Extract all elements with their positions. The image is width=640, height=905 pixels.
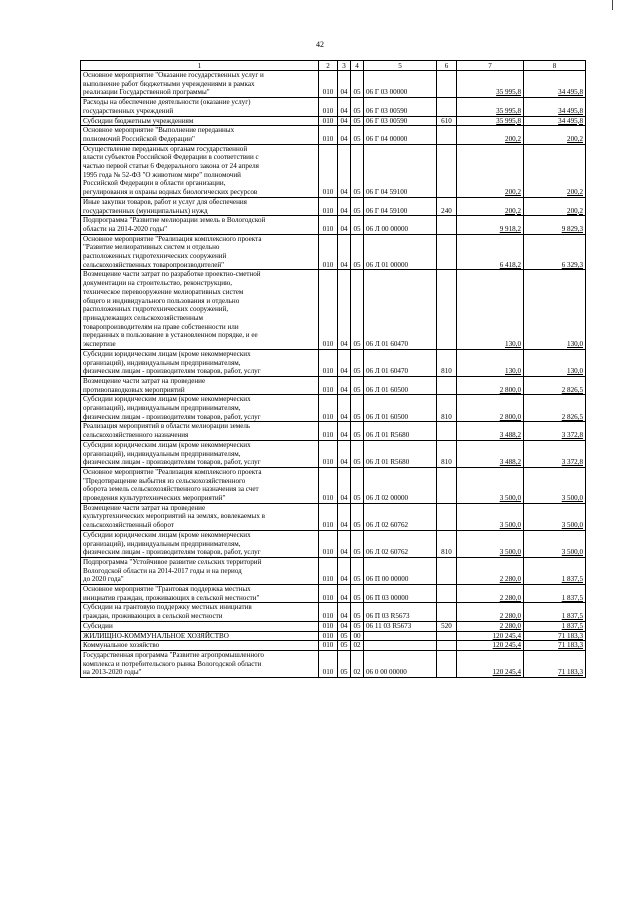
row-name-cell: Субсидии юридическим лицам (кроме некоммерческих организаций), индивидуальным предпринимателям, физическим лицам - производителям товаров, работ, услуг bbox=[81, 530, 319, 557]
row-name-cell: Государственная программа "Развитие агропромышленного комплекса и потребительского рынка Вологодской области на 2013-2020 годы" bbox=[81, 651, 319, 678]
expense-type-code-cell bbox=[437, 422, 457, 440]
amount-plan-cell bbox=[457, 98, 524, 116]
target-article-code-cell: 06 Л 01 60470 bbox=[364, 349, 437, 376]
table-row bbox=[81, 603, 586, 621]
expense-type-code-cell bbox=[437, 631, 457, 641]
table-header-row bbox=[81, 61, 586, 71]
header-cell: 6 bbox=[437, 61, 457, 71]
subsection-code-cell: 05 bbox=[351, 422, 364, 440]
section-code-cell: 04 bbox=[338, 71, 351, 98]
amount-plan-cell bbox=[457, 440, 524, 467]
header-cell: 2 bbox=[319, 61, 338, 71]
amount-plan-value: 6 418,2 bbox=[499, 260, 521, 269]
amount-actual-cell bbox=[524, 270, 586, 349]
section-code-cell: 04 bbox=[338, 440, 351, 467]
target-article-code-cell bbox=[364, 641, 437, 651]
amount-actual-cell bbox=[524, 422, 586, 440]
table-row bbox=[81, 440, 586, 467]
expense-type-code-cell bbox=[437, 503, 457, 530]
admin-code-cell: 010 bbox=[319, 270, 338, 349]
amount-actual-value: 3 500,0 bbox=[561, 548, 583, 557]
table-row bbox=[81, 621, 586, 631]
amount-plan-cell bbox=[457, 216, 524, 234]
target-article-code-cell: 06 Л 02 60762 bbox=[364, 503, 437, 530]
target-article-code-cell: 06 Л 01 60500 bbox=[364, 395, 437, 422]
budget-table bbox=[80, 60, 586, 678]
expense-type-code-cell bbox=[437, 641, 457, 651]
expense-type-code-cell bbox=[437, 603, 457, 621]
amount-actual-value: 130,0 bbox=[567, 367, 583, 376]
amount-plan-cell bbox=[457, 144, 524, 197]
subsection-code-cell: 05 bbox=[351, 376, 364, 394]
amount-plan-cell bbox=[457, 71, 524, 98]
table-row bbox=[81, 530, 586, 557]
amount-actual-cell bbox=[524, 216, 586, 234]
target-article-code-cell: 06 11 03 R5673 bbox=[364, 621, 437, 631]
expense-type-code-cell bbox=[437, 98, 457, 116]
subsection-code-cell: 05 bbox=[351, 116, 364, 126]
row-name-cell: Основное мероприятие "Грантовая поддержка местных инициатив граждан, проживающих в сельской местности" bbox=[81, 585, 319, 603]
row-name-cell: Субсидии на грантовую поддержку местных инициатив граждан, проживающих в сельской местности bbox=[81, 603, 319, 621]
admin-code-cell: 010 bbox=[319, 621, 338, 631]
table-row bbox=[81, 631, 586, 641]
subsection-code-cell: 02 bbox=[351, 641, 364, 651]
amount-plan-value: 2 280,0 bbox=[499, 593, 521, 602]
subsection-code-cell: 00 bbox=[351, 631, 364, 641]
amount-actual-value: 71 183,3 bbox=[558, 668, 583, 677]
row-name-cell: Субсидии юридическим лицам (кроме некоммерческих организаций), индивидуальным предпринимателям, физическим лицам - производителям товаров, работ, услуг bbox=[81, 395, 319, 422]
section-code-cell: 04 bbox=[338, 530, 351, 557]
amount-actual-cell bbox=[524, 603, 586, 621]
section-code-cell: 05 bbox=[338, 631, 351, 641]
amount-actual-value: 71 183,3 bbox=[558, 631, 583, 640]
target-article-code-cell: 06 Л 02 60762 bbox=[364, 530, 437, 557]
header-cell: 7 bbox=[457, 61, 524, 71]
amount-plan-value: 3 500,0 bbox=[499, 521, 521, 530]
table-row bbox=[81, 557, 586, 584]
amount-plan-value: 130,0 bbox=[505, 340, 521, 349]
row-name-cell: Осуществление переданных органам государственной власти субъектов Российской Федерации в соответствии с частью первой статьи 6 Федерального закона от 24 апреля 1995 года № 52-ФЗ "О животном мире" полномочий Российской Федерации в области организации, регулирования и охраны водных биологических ресурсов bbox=[81, 144, 319, 197]
admin-code-cell: 010 bbox=[319, 98, 338, 116]
table-row bbox=[81, 349, 586, 376]
admin-code-cell: 010 bbox=[319, 440, 338, 467]
amount-plan-cell bbox=[457, 621, 524, 631]
expense-type-code-cell: 810 bbox=[437, 440, 457, 467]
amount-plan-value: 120 245,4 bbox=[492, 641, 521, 650]
table-row bbox=[81, 71, 586, 98]
amount-plan-value: 3 500,0 bbox=[499, 494, 521, 503]
amount-actual-cell bbox=[524, 98, 586, 116]
amount-actual-value: 34 495,8 bbox=[558, 88, 583, 97]
section-code-cell: 04 bbox=[338, 557, 351, 584]
section-code-cell: 05 bbox=[338, 651, 351, 678]
section-code-cell: 04 bbox=[338, 395, 351, 422]
amount-actual-cell bbox=[524, 621, 586, 631]
amount-actual-cell bbox=[524, 197, 586, 215]
subsection-code-cell: 05 bbox=[351, 467, 364, 503]
row-name-cell: Субсидии юридическим лицам (кроме некоммерческих организаций), индивидуальным предпринимателям, физическим лицам - производителям товаров, работ, услуг bbox=[81, 440, 319, 467]
amount-actual-value: 2 826,5 bbox=[561, 385, 583, 394]
expense-type-code-cell: 810 bbox=[437, 530, 457, 557]
expense-type-code-cell bbox=[437, 216, 457, 234]
header-cell: 5 bbox=[364, 61, 437, 71]
target-article-code-cell: 06 П 00 00000 bbox=[364, 557, 437, 584]
section-code-cell: 04 bbox=[338, 585, 351, 603]
expense-type-code-cell bbox=[437, 144, 457, 197]
amount-plan-cell bbox=[457, 467, 524, 503]
amount-actual-value: 1 837,5 bbox=[561, 593, 583, 602]
row-name-cell: Основное мероприятие "Реализация комплексного проекта "Развитие мелиоративных систем и отдельно расположенных гидротехнических сооружений сельскохозяйственных товаропроизводителей" bbox=[81, 234, 319, 270]
amount-actual-value: 3 372,8 bbox=[561, 431, 583, 440]
amount-actual-cell bbox=[524, 376, 586, 394]
table-row bbox=[81, 98, 586, 116]
section-code-cell: 04 bbox=[338, 376, 351, 394]
amount-plan-cell bbox=[457, 395, 524, 422]
amount-plan-cell bbox=[457, 349, 524, 376]
amount-plan-value: 200,2 bbox=[505, 188, 521, 197]
amount-actual-value: 34 495,8 bbox=[558, 116, 583, 125]
amount-plan-value: 2 800,0 bbox=[499, 385, 521, 394]
row-name-cell: Основное мероприятие "Выполнение переданных полномочий Российской Федерации" bbox=[81, 126, 319, 144]
expense-type-code-cell: 610 bbox=[437, 116, 457, 126]
table-row bbox=[81, 585, 586, 603]
row-name-cell: Субсидии бюджетным учреждениям bbox=[81, 116, 319, 126]
table-row bbox=[81, 467, 586, 503]
expense-type-code-cell bbox=[437, 270, 457, 349]
row-name-cell: Коммунальное хозяйство bbox=[81, 641, 319, 651]
row-name-cell: Подпрограмма "Устойчивое развитие сельских территорий Вологодской области на 2014-2017 годы и на период до 2020 года" bbox=[81, 557, 319, 584]
target-article-code-cell: 06 Г 03 00590 bbox=[364, 116, 437, 126]
admin-code-cell: 010 bbox=[319, 467, 338, 503]
amount-actual-value: 200,2 bbox=[567, 134, 583, 143]
section-code-cell: 04 bbox=[338, 234, 351, 270]
expense-type-code-cell bbox=[437, 376, 457, 394]
expense-type-code-cell: 810 bbox=[437, 395, 457, 422]
expense-type-code-cell bbox=[437, 467, 457, 503]
admin-code-cell: 010 bbox=[319, 631, 338, 641]
subsection-code-cell: 05 bbox=[351, 197, 364, 215]
target-article-code-cell: 06 Л 01 R5680 bbox=[364, 440, 437, 467]
target-article-code-cell: 06 Г 04 59100 bbox=[364, 144, 437, 197]
header-cell: 4 bbox=[351, 61, 364, 71]
amount-plan-value: 200,2 bbox=[505, 206, 521, 215]
amount-plan-cell bbox=[457, 422, 524, 440]
subsection-code-cell: 05 bbox=[351, 349, 364, 376]
subsection-code-cell: 05 bbox=[351, 557, 364, 584]
amount-actual-value: 2 826,5 bbox=[561, 412, 583, 421]
amount-actual-cell bbox=[524, 530, 586, 557]
amount-plan-cell bbox=[457, 503, 524, 530]
amount-plan-value: 2 800,0 bbox=[499, 412, 521, 421]
target-article-code-cell: 06 Л 01 R5680 bbox=[364, 422, 437, 440]
expense-type-code-cell: 240 bbox=[437, 197, 457, 215]
amount-actual-cell bbox=[524, 631, 586, 641]
expense-type-code-cell bbox=[437, 126, 457, 144]
amount-plan-value: 3 500,0 bbox=[499, 548, 521, 557]
admin-code-cell: 010 bbox=[319, 641, 338, 651]
target-article-code-cell: 06 Л 01 60470 bbox=[364, 270, 437, 349]
subsection-code-cell: 05 bbox=[351, 270, 364, 349]
amount-plan-cell bbox=[457, 197, 524, 215]
subsection-code-cell: 05 bbox=[351, 440, 364, 467]
subsection-code-cell: 05 bbox=[351, 603, 364, 621]
section-code-cell: 04 bbox=[338, 621, 351, 631]
header-cell: 3 bbox=[338, 61, 351, 71]
admin-code-cell: 010 bbox=[319, 126, 338, 144]
target-article-code-cell: 06 Л 01 00000 bbox=[364, 234, 437, 270]
amount-actual-value: 1 837,5 bbox=[561, 621, 583, 630]
admin-code-cell: 010 bbox=[319, 557, 338, 584]
amount-plan-cell bbox=[457, 641, 524, 651]
target-article-code-cell: 06 0 00 00000 bbox=[364, 651, 437, 678]
row-name-cell: Иные закупки товаров, работ и услуг для обеспечения государственных (муниципальных) нужд bbox=[81, 197, 319, 215]
target-article-code-cell: 06 Г 03 00000 bbox=[364, 71, 437, 98]
section-code-cell: 04 bbox=[338, 216, 351, 234]
row-name-cell: Субсидии юридическим лицам (кроме некоммерческих организаций), индивидуальным предпринимателям, физическим лицам - производителям товаров, работ, услуг bbox=[81, 349, 319, 376]
section-code-cell: 04 bbox=[338, 126, 351, 144]
subsection-code-cell: 05 bbox=[351, 503, 364, 530]
amount-plan-cell bbox=[457, 376, 524, 394]
amount-plan-value: 2 280,0 bbox=[499, 612, 521, 621]
amount-actual-cell bbox=[524, 144, 586, 197]
row-name-cell: Подпрограмма "Развитие мелиорации земель в Вологодской области на 2014-2020 годы" bbox=[81, 216, 319, 234]
amount-plan-cell bbox=[457, 126, 524, 144]
amount-actual-value: 71 183,3 bbox=[558, 641, 583, 650]
subsection-code-cell: 02 bbox=[351, 651, 364, 678]
amount-plan-cell bbox=[457, 651, 524, 678]
amount-plan-cell bbox=[457, 234, 524, 270]
table-body bbox=[81, 71, 586, 678]
table-row bbox=[81, 126, 586, 144]
amount-plan-cell bbox=[457, 530, 524, 557]
row-name-cell: Возмещение части затрат по разработке проектно-сметной документации на строительство, реконструкцию, техническое перевооружение мелиоративных систем общего и индивидуального пользования и отдельно расположенных гидротехнических сооружений, принадлежащих сельскохозяйственным товаропроизводителям на праве собственности или переданных в пользование в установленном порядке, и ее экспертизе bbox=[81, 270, 319, 349]
admin-code-cell: 010 bbox=[319, 503, 338, 530]
amount-plan-value: 2 280,0 bbox=[499, 575, 521, 584]
admin-code-cell: 010 bbox=[319, 603, 338, 621]
row-name-cell: ЖИЛИЩНО-КОММУНАЛЬНОЕ ХОЗЯЙСТВО bbox=[81, 631, 319, 641]
amount-actual-cell bbox=[524, 585, 586, 603]
target-article-code-cell: 06 Л 01 60500 bbox=[364, 376, 437, 394]
section-code-cell: 04 bbox=[338, 503, 351, 530]
target-article-code-cell: 06 Г 04 59100 bbox=[364, 197, 437, 215]
amount-actual-cell bbox=[524, 467, 586, 503]
row-name-cell: Субсидии bbox=[81, 621, 319, 631]
amount-plan-value: 3 488,2 bbox=[499, 431, 521, 440]
row-name-cell: Возмещение части затрат на проведение противопаводковых мероприятий bbox=[81, 376, 319, 394]
amount-actual-cell bbox=[524, 349, 586, 376]
target-article-code-cell: 06 Л 00 00000 bbox=[364, 216, 437, 234]
admin-code-cell: 010 bbox=[319, 585, 338, 603]
admin-code-cell: 010 bbox=[319, 197, 338, 215]
section-code-cell: 04 bbox=[338, 467, 351, 503]
amount-actual-value: 1 837,5 bbox=[561, 612, 583, 621]
amount-actual-cell bbox=[524, 234, 586, 270]
amount-plan-cell bbox=[457, 585, 524, 603]
subsection-code-cell: 05 bbox=[351, 98, 364, 116]
row-name-cell: Основное мероприятие "Оказание государственных услуг и выполнение работ бюджетными учреждениями в рамках реализации Государственной программы" bbox=[81, 71, 319, 98]
admin-code-cell: 010 bbox=[319, 395, 338, 422]
subsection-code-cell: 05 bbox=[351, 395, 364, 422]
amount-actual-cell bbox=[524, 503, 586, 530]
subsection-code-cell: 05 bbox=[351, 530, 364, 557]
amount-actual-value: 3 372,8 bbox=[561, 458, 583, 467]
admin-code-cell: 010 bbox=[319, 422, 338, 440]
amount-plan-cell bbox=[457, 270, 524, 349]
section-code-cell: 04 bbox=[338, 116, 351, 126]
target-article-code-cell: 06 П 03 R5673 bbox=[364, 603, 437, 621]
amount-plan-value: 35 995,8 bbox=[496, 106, 521, 115]
amount-plan-value: 120 245,4 bbox=[492, 668, 521, 677]
amount-actual-cell bbox=[524, 116, 586, 126]
amount-plan-value: 120 245,4 bbox=[492, 631, 521, 640]
expense-type-code-cell bbox=[437, 557, 457, 584]
amount-actual-value: 3 500,0 bbox=[561, 521, 583, 530]
table-row bbox=[81, 651, 586, 678]
amount-actual-cell bbox=[524, 71, 586, 98]
section-code-cell: 04 bbox=[338, 270, 351, 349]
row-name-cell: Возмещение части затрат на проведение культуртехнических мероприятий на землях, вовлекаемых в сельскохозяйственный оборот bbox=[81, 503, 319, 530]
amount-actual-value: 200,2 bbox=[567, 206, 583, 215]
header-cell: 8 bbox=[524, 61, 586, 71]
target-article-code-cell: 06 Г 03 00590 bbox=[364, 98, 437, 116]
target-article-code-cell bbox=[364, 631, 437, 641]
amount-actual-value: 9 829,3 bbox=[561, 224, 583, 233]
amount-plan-cell bbox=[457, 557, 524, 584]
expense-type-code-cell bbox=[437, 651, 457, 678]
table-row bbox=[81, 641, 586, 651]
admin-code-cell: 010 bbox=[319, 71, 338, 98]
subsection-code-cell: 05 bbox=[351, 216, 364, 234]
section-code-cell: 04 bbox=[338, 603, 351, 621]
admin-code-cell: 010 bbox=[319, 349, 338, 376]
amount-actual-value: 34 495,8 bbox=[558, 106, 583, 115]
subsection-code-cell: 05 bbox=[351, 71, 364, 98]
target-article-code-cell: 06 Г 04 00000 bbox=[364, 126, 437, 144]
expense-type-code-cell: 810 bbox=[437, 349, 457, 376]
amount-actual-cell bbox=[524, 557, 586, 584]
admin-code-cell: 010 bbox=[319, 216, 338, 234]
table-row bbox=[81, 216, 586, 234]
table-row bbox=[81, 197, 586, 215]
target-article-code-cell: 06 Л 02 00000 bbox=[364, 467, 437, 503]
row-name-cell: Расходы на обеспечение деятельности (оказание услуг) государственных учреждений bbox=[81, 98, 319, 116]
amount-plan-value: 200,2 bbox=[505, 134, 521, 143]
amount-plan-cell bbox=[457, 603, 524, 621]
amount-plan-value: 3 488,2 bbox=[499, 458, 521, 467]
subsection-code-cell: 05 bbox=[351, 234, 364, 270]
amount-actual-cell bbox=[524, 641, 586, 651]
admin-code-cell: 010 bbox=[319, 234, 338, 270]
table-row bbox=[81, 144, 586, 197]
amount-plan-cell bbox=[457, 116, 524, 126]
amount-actual-cell bbox=[524, 651, 586, 678]
section-code-cell: 04 bbox=[338, 422, 351, 440]
subsection-code-cell: 05 bbox=[351, 144, 364, 197]
amount-plan-value: 2 280,0 bbox=[499, 621, 521, 630]
subsection-code-cell: 05 bbox=[351, 126, 364, 144]
expense-type-code-cell bbox=[437, 585, 457, 603]
amount-actual-cell bbox=[524, 440, 586, 467]
amount-actual-value: 1 837,5 bbox=[561, 575, 583, 584]
amount-plan-value: 35 995,8 bbox=[496, 116, 521, 125]
table-row bbox=[81, 270, 586, 349]
row-name-cell: Основное мероприятие "Реализация комплексного проекта "Предотвращение выбытия из сельскохозяйственного оборота земель сельскохозяйственного назначения за счет проведения культуртехнических мероприятий" bbox=[81, 467, 319, 503]
amount-actual-cell bbox=[524, 126, 586, 144]
admin-code-cell: 010 bbox=[319, 376, 338, 394]
target-article-code-cell: 06 П 03 00000 bbox=[364, 585, 437, 603]
admin-code-cell: 010 bbox=[319, 144, 338, 197]
page-number: 42 bbox=[316, 40, 324, 49]
section-code-cell: 04 bbox=[338, 197, 351, 215]
amount-plan-value: 35 995,8 bbox=[496, 88, 521, 97]
expense-type-code-cell bbox=[437, 234, 457, 270]
amount-plan-value: 9 918,2 bbox=[499, 224, 521, 233]
header-cell: 1 bbox=[81, 61, 319, 71]
amount-actual-value: 130,0 bbox=[567, 340, 583, 349]
section-code-cell: 04 bbox=[338, 144, 351, 197]
table-row bbox=[81, 234, 586, 270]
section-code-cell: 05 bbox=[338, 641, 351, 651]
expense-type-code-cell bbox=[437, 71, 457, 98]
amount-plan-value: 130,0 bbox=[505, 367, 521, 376]
amount-plan-cell bbox=[457, 631, 524, 641]
admin-code-cell: 010 bbox=[319, 651, 338, 678]
table-row bbox=[81, 503, 586, 530]
section-code-cell: 04 bbox=[338, 98, 351, 116]
table-row bbox=[81, 376, 586, 394]
amount-actual-value: 6 329,3 bbox=[561, 260, 583, 269]
subsection-code-cell: 05 bbox=[351, 585, 364, 603]
table-row bbox=[81, 116, 586, 126]
admin-code-cell: 010 bbox=[319, 116, 338, 126]
row-name-cell: Реализация мероприятий в области мелиорации земель сельскохозяйственного назначения bbox=[81, 422, 319, 440]
table-row bbox=[81, 422, 586, 440]
amount-actual-cell bbox=[524, 395, 586, 422]
expense-type-code-cell: 520 bbox=[437, 621, 457, 631]
section-code-cell: 04 bbox=[338, 349, 351, 376]
page-edge-mark bbox=[612, 0, 613, 10]
amount-actual-value: 3 500,0 bbox=[561, 494, 583, 503]
amount-actual-value: 200,2 bbox=[567, 188, 583, 197]
subsection-code-cell: 05 bbox=[351, 621, 364, 631]
admin-code-cell: 010 bbox=[319, 530, 338, 557]
table-row bbox=[81, 395, 586, 422]
